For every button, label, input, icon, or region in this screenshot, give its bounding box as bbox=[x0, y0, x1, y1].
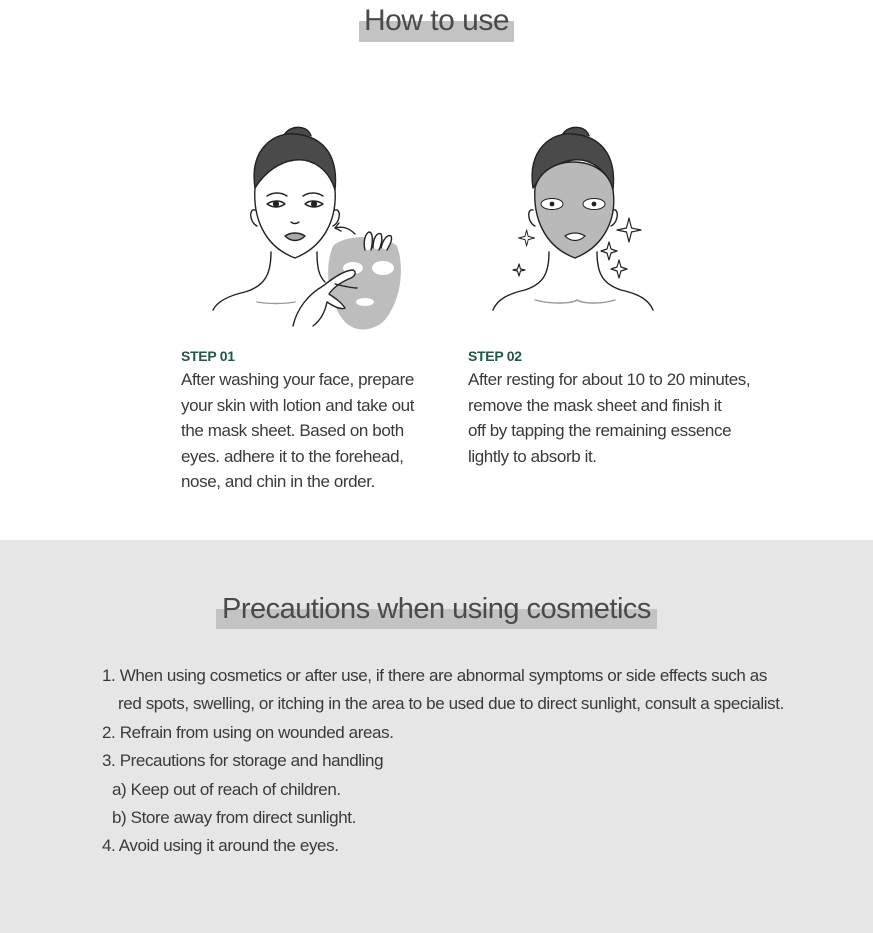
step-label: STEP 02 bbox=[468, 348, 522, 364]
how-to-use-heading bbox=[0, 0, 873, 42]
step-02-illustration bbox=[485, 118, 665, 318]
list-item: 1. When using cosmetics or after use, if there are abnormal symptoms or side effects such as red spots, swelling, or itching in the area to be used due to direct sunlight, consult a specialist. bbox=[102, 666, 784, 714]
precautions-list bbox=[102, 662, 792, 861]
precautions-heading bbox=[0, 588, 873, 630]
list-item: 2. Refrain from using on wounded areas. bbox=[102, 722, 394, 742]
list-subitem: b) Store away from direct sunlight. bbox=[112, 808, 356, 828]
step-02 bbox=[468, 345, 768, 469]
step-label: STEP 01 bbox=[181, 348, 235, 364]
list-item: 4. Avoid using it around the eyes. bbox=[102, 836, 339, 856]
step-description: After washing your face, prepare your skin with lotion and take out the mask sheet. Based on both eyes. adhere it to the forehead, nose, and chin in the order. bbox=[181, 370, 415, 491]
list-subitem: a) Keep out of reach of children. bbox=[112, 779, 341, 799]
step-01 bbox=[181, 345, 441, 495]
precautions-section bbox=[0, 540, 873, 933]
step-description: After resting for about 10 to 20 minutes, remove the mask sheet and finish it off by tapping the remaining essence lightly to absorb it. bbox=[468, 370, 751, 466]
how-to-use-title: How to use bbox=[363, 4, 510, 37]
step-01-illustration bbox=[205, 118, 420, 333]
precautions-title: Precautions when using cosmetics bbox=[222, 593, 651, 625]
list-item: 3. Precautions for storage and handling bbox=[102, 751, 384, 771]
